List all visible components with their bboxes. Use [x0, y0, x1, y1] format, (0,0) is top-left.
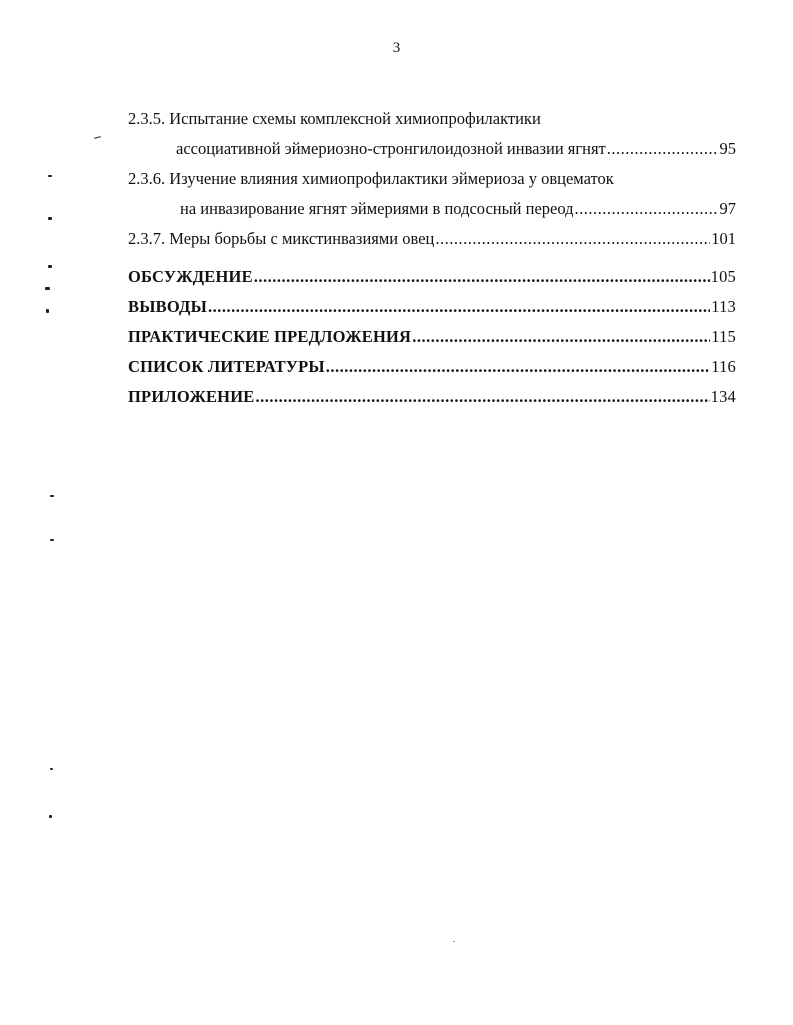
toc-page-number: 95: [719, 139, 736, 158]
toc-heading-literature: СПИСОК ЛИТЕРАТУРЫ: [128, 357, 325, 376]
toc-page-number: 105: [710, 267, 736, 286]
dot-leader: [435, 228, 710, 250]
dot-leader: [255, 386, 709, 408]
scan-mark: [48, 217, 52, 220]
toc-entry-2-3-6: [180, 198, 736, 220]
toc-page-number: 134: [710, 387, 736, 406]
toc-entry-2-3-5-title: 2.3.5. Испытание схемы комплексной химиопрофилактики: [128, 109, 541, 128]
toc-heading-appendix: ПРИЛОЖЕНИЕ: [128, 387, 255, 406]
scan-mark: [49, 815, 52, 818]
toc-entry-2-3-6-continuation: на инвазирование ягнят эймериями в подсосный перeод: [180, 199, 574, 218]
dot-leader: [326, 356, 710, 378]
toc-heading-discussion: ОБСУЖДЕНИЕ: [128, 267, 253, 286]
scan-mark: [50, 768, 53, 770]
scan-mark: [48, 265, 52, 268]
toc-page-number: 113: [711, 297, 736, 316]
scan-mark: [50, 539, 54, 541]
toc-page-number: 116: [711, 357, 736, 376]
scan-mark: [453, 941, 455, 942]
page-number: 3: [392, 40, 401, 56]
toc-entry-2-3-5: [176, 138, 736, 160]
dot-leader: [208, 296, 710, 318]
toc-page-number: 101: [711, 229, 736, 248]
toc-entry-2-3-5-continuation: ассоциативной эймериозно-стронгилоидозной инвазии ягнят: [176, 139, 606, 158]
toc-page-number: 97: [719, 199, 736, 218]
toc-entry-practical: [128, 326, 736, 348]
toc-entry-literature: [128, 356, 736, 378]
scan-mark: [94, 136, 101, 139]
toc-page-number: 115: [711, 327, 736, 346]
scan-mark: [46, 309, 49, 313]
toc-heading-conclusions: ВЫВОДЫ: [128, 297, 207, 316]
toc-entry-discussion: [128, 266, 736, 288]
toc-entry-2-3-7: [128, 228, 736, 250]
dot-leader: [575, 198, 719, 220]
scan-mark: [50, 495, 54, 497]
toc-entry-2-3-6-title: 2.3.6. Изучение влияния химиопрофилактики эймериоза у овцематок: [128, 169, 614, 188]
scan-mark: [45, 287, 50, 290]
dot-leader: [254, 266, 710, 288]
toc-entry-conclusions: [128, 296, 736, 318]
dot-leader: [412, 326, 710, 348]
toc-entry-2-3-7-title: 2.3.7. Меры борьбы с микстинвазиями овец: [128, 229, 435, 248]
toc-entry-appendix: [128, 386, 736, 408]
dot-leader: [607, 138, 719, 160]
toc-heading-practical: ПРАКТИЧЕСКИЕ ПРЕДЛОЖЕНИЯ: [128, 327, 412, 346]
scan-mark: [48, 175, 52, 177]
